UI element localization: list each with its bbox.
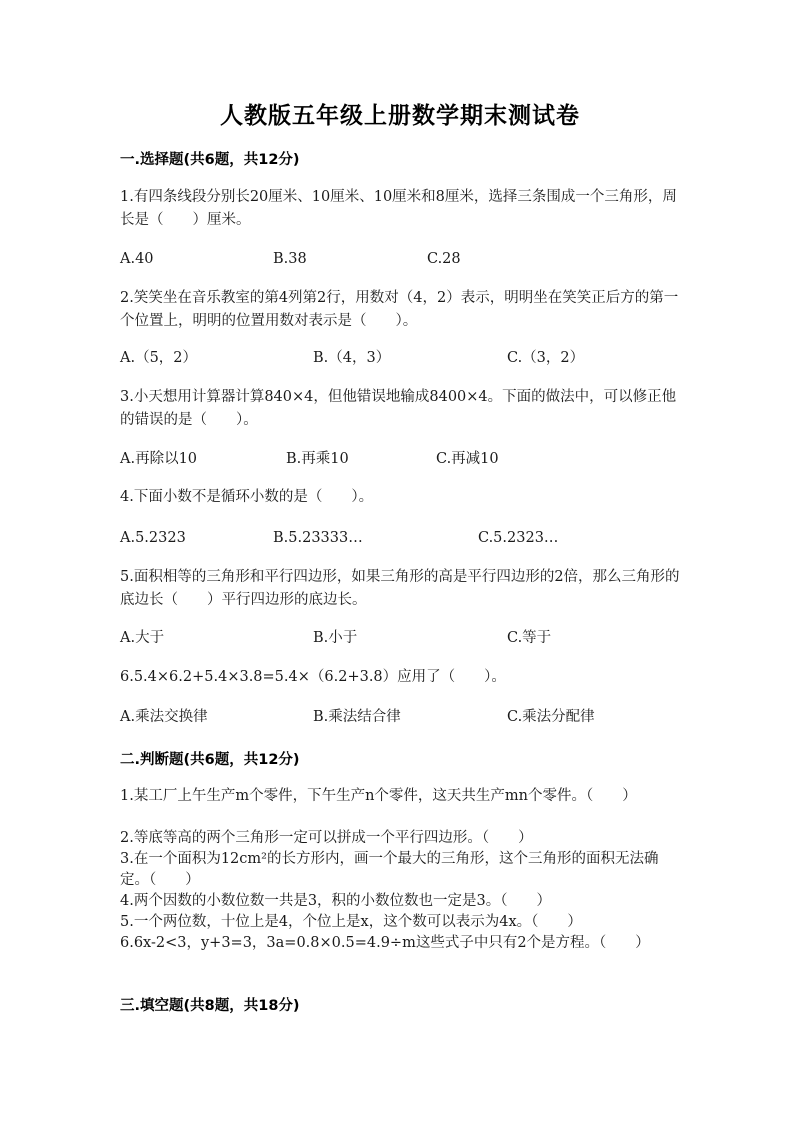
choice-2-option-b: B.（4，3） (313, 350, 391, 366)
choice-1-option-c: C.28 (427, 251, 461, 267)
choice-5-option-b: B.小于 (313, 630, 358, 646)
judge-question-4: 4.两个因数的小数位数一共是3，积的小数位数也一定是3。（ ） (120, 893, 552, 909)
choice-question-1: 1.有四条线段分别长20厘米、10厘米、10厘米和8厘米，选择三条围成一个三角形，周长是（ ）厘米。 (120, 189, 677, 228)
choice-6-option-a: A.乘法交换律 (120, 709, 208, 725)
choice-4-option-a: A.5.2323 (120, 530, 186, 546)
choice-6-option-c: C.乘法分配律 (507, 709, 595, 725)
choice-4-option-b: B.5.23333… (273, 530, 363, 546)
choice-6-option-b: B.乘法结合律 (313, 709, 401, 725)
choice-3-option-a: A.再除以10 (120, 451, 198, 467)
choice-1-option-b: B.38 (273, 251, 307, 267)
choice-4-option-c: C.5.2323… (478, 530, 559, 546)
judge-question-6: 6.6x-2<3，y+3=3，3a=0.8×0.5=4.9÷m这些式子中只有2个是方程。（ ） (120, 935, 650, 951)
judge-question-5: 5.一个两位数，十位上是4，个位上是x，这个数可以表示为4x。（ ） (120, 914, 582, 930)
choice-5-option-a: A.大于 (120, 630, 165, 646)
choice-3-option-c: C.再减10 (436, 451, 499, 467)
judge-question-2: 2.等底等高的两个三角形一定可以拼成一个平行四边形。（ ） (120, 830, 533, 846)
choice-2-option-a: A.（5，2） (120, 350, 198, 366)
choice-question-2: 2.笑笑坐在音乐教室的第4列第2行，用数对（4，2）表示，明明坐在笑笑正后方的第一个位置上，明明的位置用数对表示是（ ）。 (120, 290, 679, 329)
page-title: 人教版五年级上册数学期末测试卷 (220, 103, 580, 129)
choice-question-5: 5.面积相等的三角形和平行四边形，如果三角形的高是平行四边形的2倍，那么三角形的底边长（ ）平行四边形的底边长。 (120, 569, 680, 608)
choice-2-option-c: C.（3，2） (507, 350, 585, 366)
choice-question-6: 6.5.4×6.2+5.4×3.8=5.4×（6.2+3.8）应用了（ ）。 (120, 669, 506, 685)
section-heading-fill: 三.填空题(共8题，共18分) (120, 998, 300, 1014)
choice-question-4: 4.下面小数不是循环小数的是（ ）。 (120, 489, 374, 505)
section-heading-judge: 二.判断题(共6题，共12分) (120, 752, 300, 768)
judge-question-1: 1.某工厂上午生产m个零件，下午生产n个零件，这天共生产mn个零件。（ ） (120, 788, 637, 804)
judge-question-3: 3.在一个面积为12cm²的长方形内，画一个最大的三角形，这个三角形的面积无法确定。（ ） (120, 851, 659, 888)
choice-3-option-b: B.再乘10 (286, 451, 349, 467)
choice-1-option-a: A.40 (120, 251, 154, 267)
choice-question-3: 3.小天想用计算器计算840×4，但他错误地输成8400×4。下面的做法中，可以修正他的错误的是（ ）。 (120, 389, 677, 428)
section-heading-choice: 一.选择题(共6题，共12分) (120, 152, 300, 168)
choice-5-option-c: C.等于 (507, 630, 552, 646)
